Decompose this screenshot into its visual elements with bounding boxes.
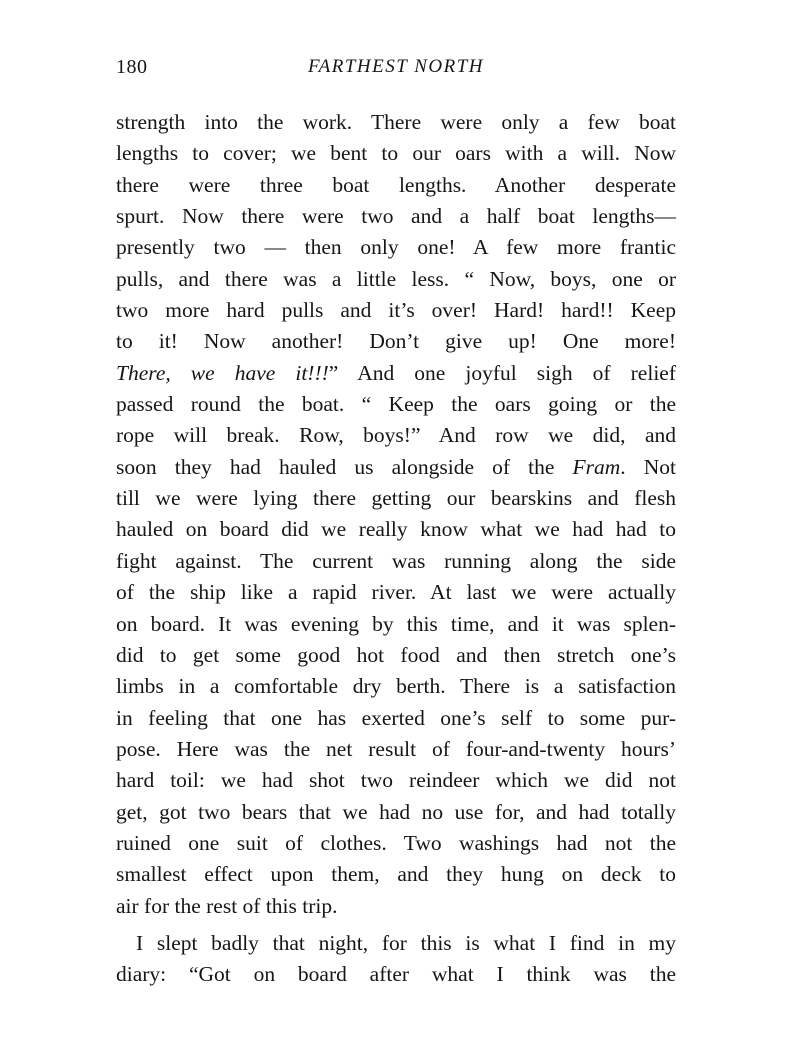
text-line	[116, 326, 676, 357]
text-segment: get, got two bears that we had no use for, and had totally	[116, 799, 676, 824]
text-segment: smallest effect upon them, and they hung on deck to	[116, 862, 676, 887]
text-line	[116, 107, 676, 138]
text-line	[116, 797, 676, 828]
text-segment: pose. Here was the net result of four-and-twenty hours’	[116, 736, 676, 761]
text-line	[116, 859, 676, 890]
text-line	[116, 295, 676, 326]
text-segment: soon they had hauled us alongside of the	[116, 454, 573, 479]
text-line	[116, 577, 676, 608]
text-line	[116, 420, 676, 451]
text-segment: did to get some good hot food and then stretch one’s	[116, 642, 676, 667]
page-number: 180	[116, 56, 148, 78]
text-segment: there were three boat lengths. Another desperate	[116, 172, 676, 197]
text-line	[116, 959, 676, 990]
text-segment: rope will break. Row, boys!” And row we did, and	[116, 423, 676, 448]
text-segment: ruined one suit of clothes. Two washings had not the	[116, 830, 676, 855]
text-segment: diary: “Got on board after what I think was the	[116, 962, 676, 987]
text-segment: of the ship like a rapid river. At last we were actually	[116, 580, 676, 605]
text-segment: pulls, and there was a little less. “ Now, boys, one or	[116, 266, 676, 291]
text-line	[116, 928, 676, 959]
text-line	[116, 483, 676, 514]
text-segment: to it! Now another! Don’t give up! One more!	[116, 329, 676, 354]
paragraph	[116, 928, 676, 991]
text-line	[116, 514, 676, 545]
text-line	[116, 358, 676, 389]
text-segment: hauled on board did we really know what we had had to	[116, 517, 676, 542]
italic-text: Fram	[572, 454, 621, 479]
text-segment: till we were lying there getting our bearskins and flesh	[116, 486, 676, 511]
book-title: FARTHEST NORTH	[307, 56, 485, 77]
text-segment: strength into the work. There were only a few boat	[116, 110, 676, 134]
text-line	[116, 264, 676, 295]
text-line	[116, 201, 676, 232]
text-segment: passed round the boat. “ Keep the oars going or the	[116, 392, 676, 417]
text-segment: ” And one joyful sigh of relief	[328, 360, 676, 385]
text-segment: air for the rest of this trip.	[116, 893, 338, 918]
text-line	[116, 765, 676, 796]
text-segment: on board. It was evening by this time, and it was splen-	[116, 611, 676, 636]
paragraph	[116, 107, 676, 922]
text-segment: hard toil: we had shot two reindeer which we did not	[116, 768, 676, 793]
text-line	[116, 891, 676, 922]
text-segment: fight against. The current was running along the side	[116, 548, 676, 573]
italic-text: There, we have it!!!	[116, 360, 329, 385]
text-line	[116, 452, 676, 483]
text-line	[116, 546, 676, 577]
text-line	[116, 828, 676, 859]
text-line	[116, 138, 676, 169]
text-line	[116, 640, 676, 671]
text-segment: presently two — then only one! A few more frantic	[116, 235, 676, 260]
running-head	[116, 56, 676, 86]
text-line	[116, 389, 676, 420]
body-text	[116, 107, 676, 991]
text-segment: spurt. Now there were two and a half boat lengths—	[116, 204, 676, 229]
text-segment: I slept badly that night, for this is what I find in my	[136, 930, 676, 955]
text-segment: limbs in a comfortable dry berth. There is a satisfaction	[116, 674, 676, 699]
text-segment: in feeling that one has exerted one’s self to some pur-	[116, 705, 676, 730]
text-line	[116, 703, 676, 734]
text-segment: two more hard pulls and it’s over! Hard! hard!! Keep	[116, 298, 676, 323]
text-line	[116, 671, 676, 702]
text-line	[116, 734, 676, 765]
text-segment: lengths to cover; we bent to our oars with a will. Now	[116, 141, 676, 166]
text-line	[116, 232, 676, 263]
text-segment: . Not	[620, 454, 676, 479]
text-line	[116, 609, 676, 640]
text-line	[116, 170, 676, 201]
